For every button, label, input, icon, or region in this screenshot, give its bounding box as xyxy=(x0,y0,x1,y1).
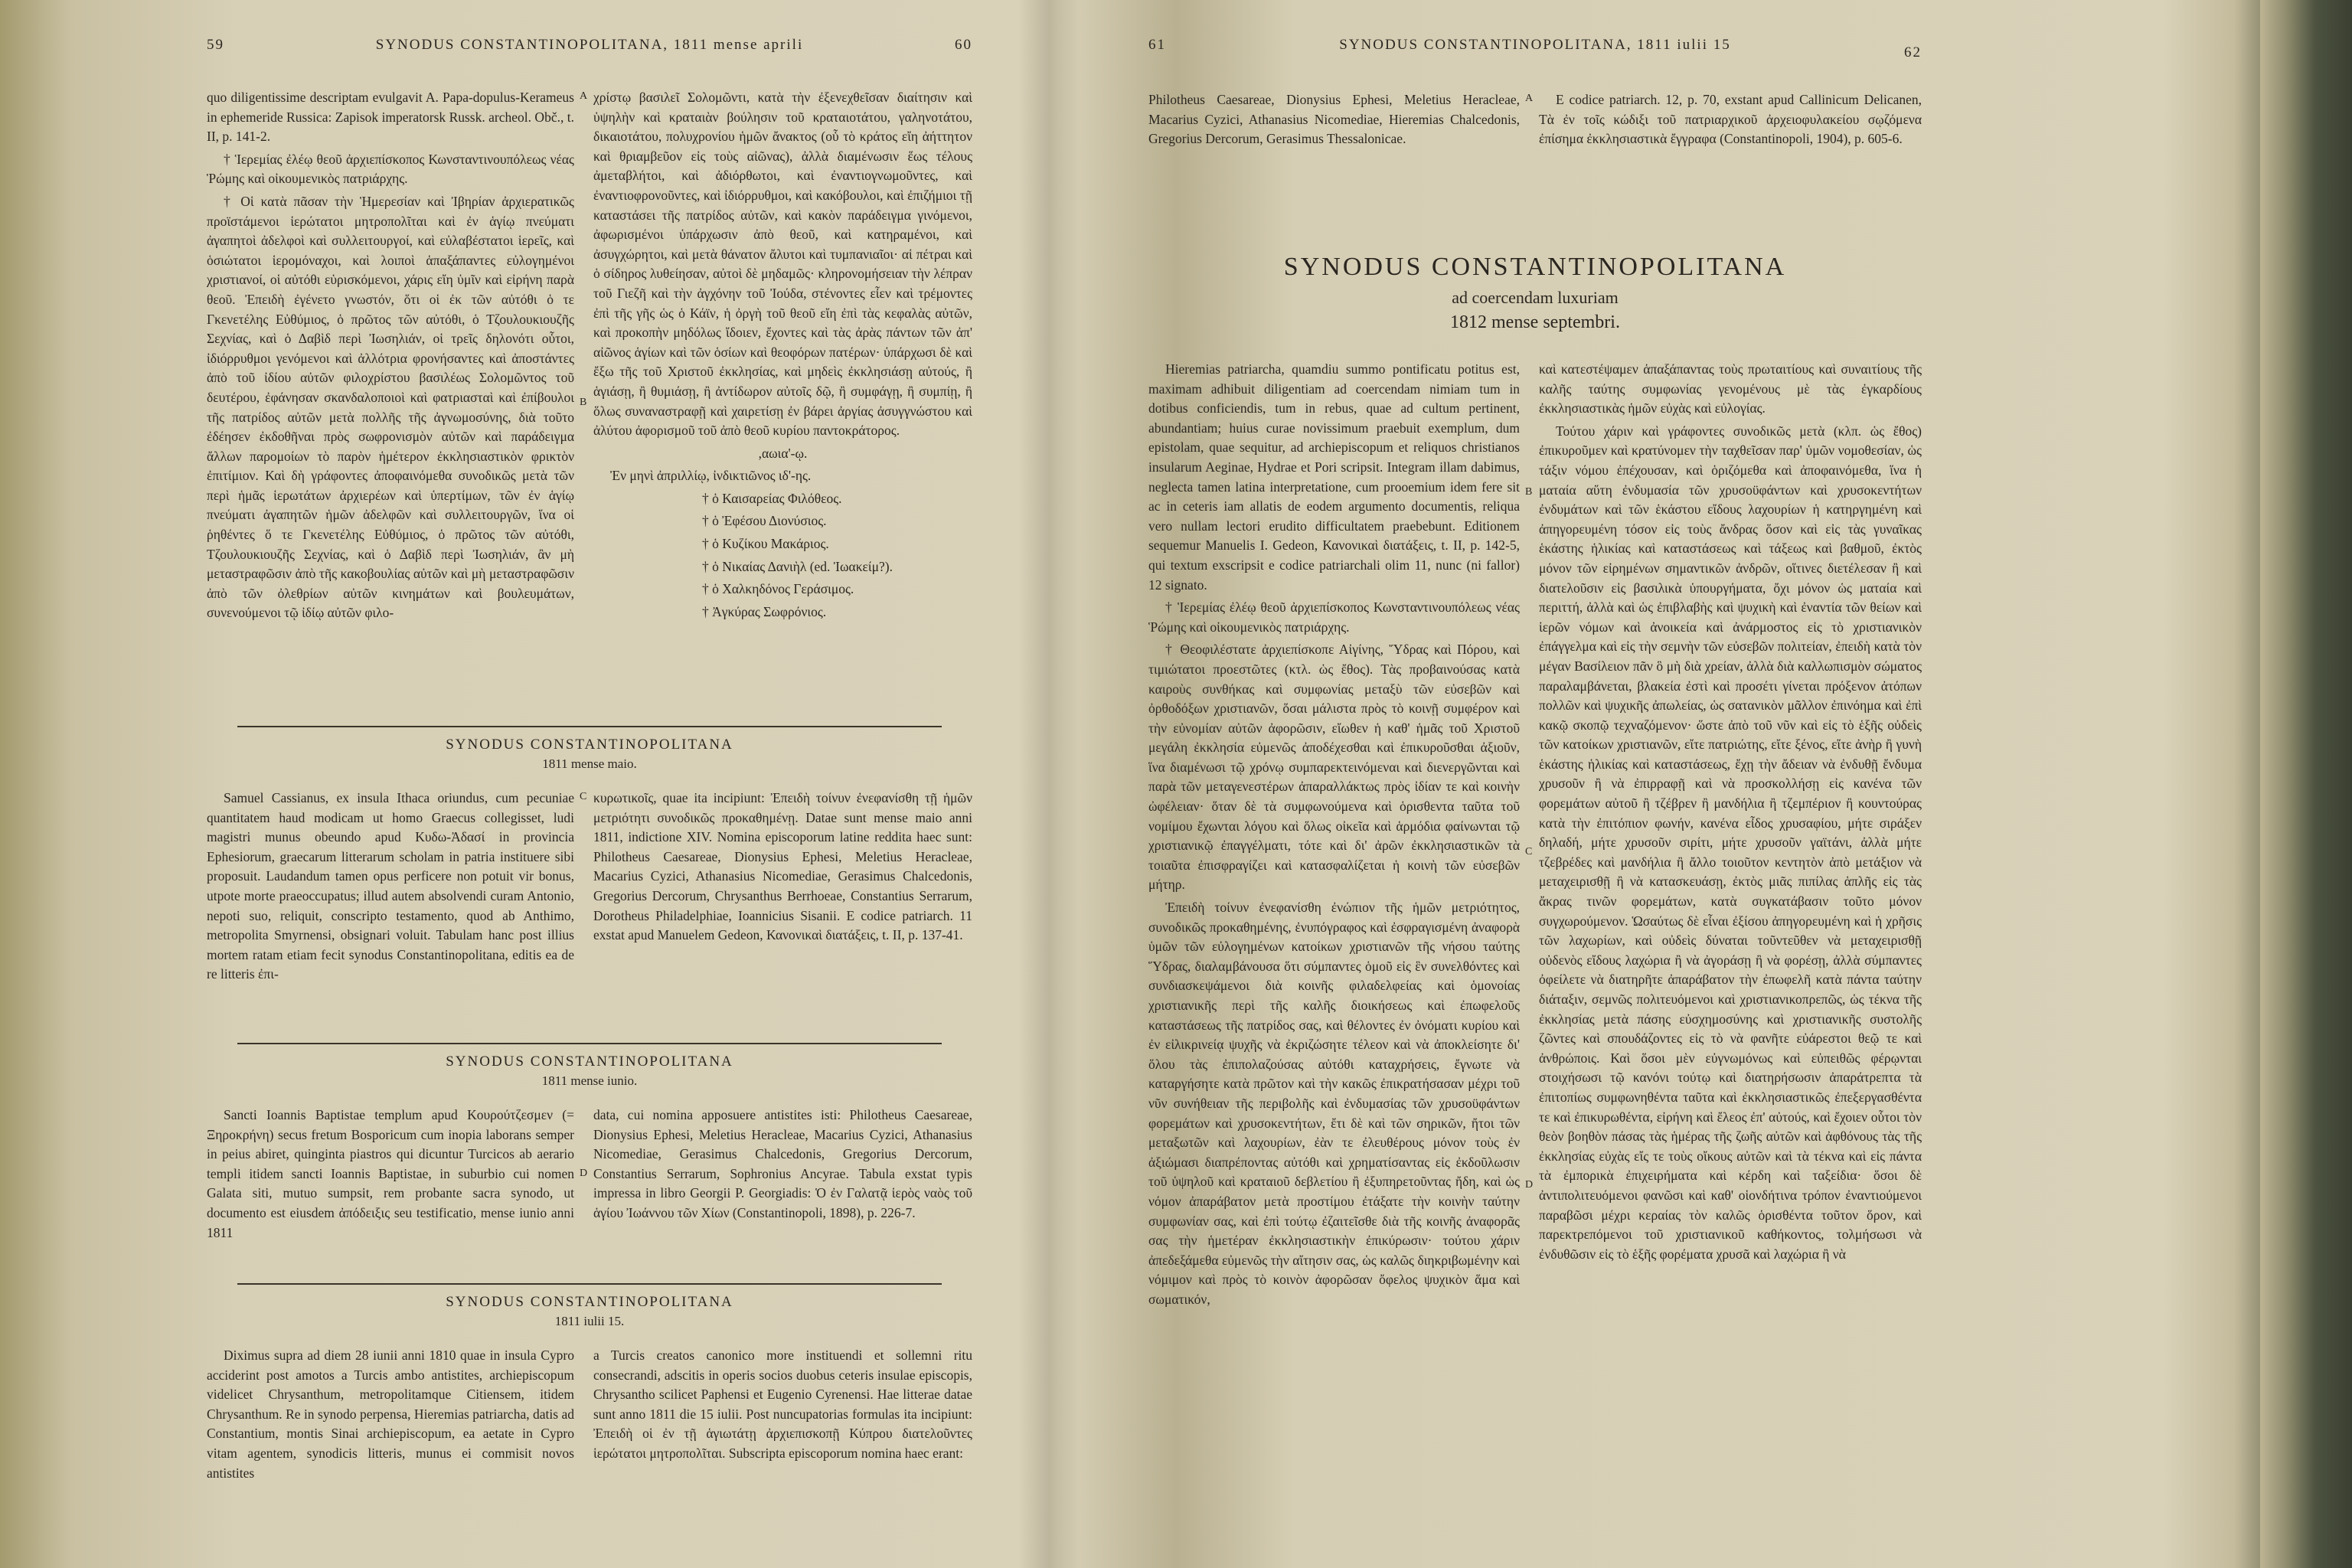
section-divider xyxy=(237,726,942,727)
document-subtitle: ad coercendam luxuriam xyxy=(1452,288,1619,307)
page-number-59: 59 xyxy=(207,37,224,53)
paragraph: † Οἱ κατὰ πᾶσαν τὴν Ἡμερεσίαν καὶ Ἰβηρίαν ἀρχιερατικῶς προϊστάμενοι ἱερώτατοι μητροπολῖται καὶ ἐν ἁγίῳ πνεύματι ἀγαπητοὶ ἀδελφοὶ καὶ συλλειτουργοί, καὶ εὐλαβέστατοι ἱερεῖς, καὶ ὁσιώτατοι ἱερομόναχοι, καὶ λοιποὶ ἁπαξάπαντες εὐλογημένοι χριστιανοί, οἱ αὐτόθι εὑρισκόμενοι, χάρις εἴη ὑμῖν καὶ εἰρήνη παρὰ θεοῦ. Ἐπειδὴ ἐγένετο γνωστόν, ὅτι οἱ ἐκ τῶν αὐτόθι ὁ τε Γκενετέλης Εὐθύμιος, ὁ πρῶτος τῶν αὐτόθι, ὁ Τζουλουκιουζῆς Σεχνίας, καὶ ὁ Δαβὶδ περὶ Ἰωσηλιάν, οἱ τρεῖς δηλονότι οὗτοι, ἰδιόρρυθμοι γενόμενοι καὶ ἀλλότρια φρονήσαντες καὶ ἀποστάντες ἀπὸ τοῦ ἰδίου αὐτῶν φιλοχρίστου βασιλέως Σολομῶντος τοῦ δευτέρου, ἐφάνησαν σκανδαλοποιοὶ καὶ φατριασταὶ καὶ ἐπίβουλοι τῆς πατρίδος αὐτῶν μετὰ πολλῆς τῆς ἀγνωμοσύνης, διὰ τοῦτο ἐδέησεν ἐκδοθῆναι πρὸς σωφρονισμὸν αὐτῶν καὶ παράδειγμα ἄλλων παρομοίων τὸ παρὸν ἡμέτερον ἐκκλησιαστικὸν φρικτὸν ἐπιτίμιον. Καὶ δὴ γράφοντες ἀποφαινόμεθα συνοδικῶς μετὰ τῶν περὶ ἡμᾶς ἱερωτάτων ἀρχιερέων καὶ ὑπερτίμων, τῶν ἐν ἁγίῳ πνεύματι ἀγαπητῶν ἡμῶν ἀδελφῶν καὶ συλλειτουργῶν, ἵνα οἱ ῥηθέντες ὅ τε Γκενετέλης Εὐθύμιος, ὁ πρῶτος τῶν αὐτόθι, Τζουλουκιουζῆς Σεχνίας, καὶ ὁ Δαβὶδ περὶ Ἰωσηλιάν, ἂν μὴ μεταστραφῶσιν ἀπὸ τῆς κακοβουλίας αὐτῶν καὶ μὴ μεταστραφῶσιν ἀπὸ τῶν ὀλεθρίων αὐτῶν κινημάτων καὶ βουλευμάτων, συνενούμενοι τῷ ἰδίῳ αὐτῶν φιλο- xyxy=(207,193,574,621)
paragraph: data, cui nomina apposuere antistites isti: Philotheus Caesareae, Dionysius Ephesi, Meletius Heracleae, Macarius Cyzici, Athanasius Nicomediae, Gerasimus Chalcedonis, Gregorius Dercorum, Constantius Serrarum, Sophronius Ancyrae. Tabula exstat typis impressa in libro Georgii P. Georgiadis: Ὁ ἐν Γαλατᾷ ἱερὸς ναὸς τοῦ ἁγίου Ἰωάννου τῶν Χίων (Constantinopoli, 1898), p. 226-7. xyxy=(593,1107,972,1220)
section-divider xyxy=(237,1043,942,1044)
date-line: ,αωια'-ῳ. xyxy=(758,445,808,461)
paragraph: Philotheus Caesareae, Dionysius Ephesi, Meletius Heracleae, Macarius Cyzici, Athanasius Nicomediae, Hieremias Chalcedonis, Gregorius Dercorum, Gerasimus Thessalonicae. xyxy=(1148,92,1520,147)
margin-letter-b: B xyxy=(580,397,587,408)
section-divider xyxy=(237,1283,942,1285)
paragraph: Diximus supra ad diem 28 iunii anni 1810 quae in insula Cypro acciderint post amotos a Turcis ambo antistites, archiepiscopum videlicet Chrysanthum, metropolitamque Citiensem, itidem Chrysanthum. Re in synodo perpensa, Hieremias patriarcha, datis ad Constantium, montis Sinai archiepiscopum, ea aetate in Cypro vitam agentem, synodicis litteris, munus ei commisit novos antistites xyxy=(207,1348,574,1481)
section-heading xyxy=(207,1294,972,1329)
section-title: SYNODUS CONSTANTINOPOLITANA xyxy=(446,1294,733,1310)
section-body-left xyxy=(207,1106,574,1274)
section-body-left xyxy=(207,1346,574,1507)
margin-letter-c: C xyxy=(1525,846,1533,858)
right-col-b xyxy=(1539,360,1922,1508)
left-col-b xyxy=(593,88,972,716)
paragraph: Ἐπειδὴ τοίνυν ἐνεφανίσθη ἐνώπιον τῆς ἡμῶν μετριότητος, συνοδικῶς προκαθημένης, ἐνυπόγραφος καὶ ἐσφραγισμένη ἀναφορὰ ὑμῶν τῶν εὐλογημένων κατοίκων χριστιανῶν τῆς νήσου ταύτης Ὕδρας, διαλαμβάνουσα ὅτι σύμπαντες ὁμοῦ εἰς ἓν συνελθόντες καὶ συνδιασκεψάμενοι διὰ κοινῆς φιλαδελφείας καὶ ὁμονοίας χριστιανικῆς περὶ τῆς καλῆς διοικήσεως καὶ ἐπωφελοῦς καταστάσεως τῆς πατρίδος σας, καὶ θέλοντες ἐν ὀνόματι κυρίου καὶ ἐν εἰλικρινείᾳ ψυχῆς νὰ ἐκριζώσητε τέλεον καὶ νὰ ἀποκλείσητε δι' ὅλου τὰς ἐπιπολαζούσας αὐτόθι καταχρήσεις, ἔγνωτε νὰ καταργήσητε κατὰ πρῶτον καὶ τὴν κακῶς ἐπικρατήσασαν μέχρι τοῦ νῦν συνήθειαν τῆς περιβολῆς καὶ ἐνδυμασίας τῶν χρυσοϋφάντων φορεμάτων καὶ χρυσοκεντήτων, ἔτι δὲ καὶ τῶν σηρικῶν, ἤτοι τῶν μεταξωτῶν καὶ λαχουρίων, ἐὰν τε ἐλευθέρους μόνον τοὺς ἐν ἀξιώμασι διαπρέποντας αὐτόθι καὶ χρηματίσαντας εἰς ἐκδοῦλωσιν τοῦ ὑψηλοῦ καὶ κραταιοῦ δεβλετίου ἢ ἐξυπηρετοῦντας ἤδη, καὶ ὡς νόμον ἀπαράβατον μετὰ προστίμου ἐτάξατε τὴν κοινὴν ταύτην συμφωνίαν σας, καὶ ἐπὶ τούτῳ ἐζαιτεῖσθε διὰ τῆς κοινῆς ἀναφορᾶς σας τὴν ἡμετέραν ἐκκλησιαστικὴν ἐπικύρωσιν· τούτου χάριν ἀπεδεξάμεθα εὐμενῶς τὴν αἴτησιν σας, ὡς καλῶς διηκριβωμένην καὶ νόμιμον καὶ πρὸς τὸ κοινὸν ἀφορῶσαν ὄφελος ψυχικὸν ἅμα καὶ σωματικόν, xyxy=(1148,900,1520,1307)
section-title: SYNODUS CONSTANTINOPOLITANA xyxy=(446,737,733,753)
left-header-title: SYNODUS CONSTANTINOPOLITANA, 1811 mense aprili xyxy=(375,37,804,53)
paragraph: κυρωτικοῖς, quae ita incipiunt: Ἐπειδὴ τοίνυν ἐνεφανίσθη τῇ ἡμῶν μετριότητι συνοδικῶς προκαθημένῃ. Datae sunt mense maio anni 1811, indictione XIV. Nomina episcoporum latine reddita haec sunt: Philotheus Caesareae, Dionysius Ephesi, Meletius Heracleae, Macarius Cyzici, Athanasius Nicomediae, Gerasimus Chalcedonis, Gregorius Dercorum, Chrysanthus Berrhoeae, Constantius Serrarum, Dorotheus Philadelphiae, Ioannicius Sisanii. E codice patriarch. 11 exstat apud Manuelem Gedeon, Κανονικαὶ διατάξεις, t. II, p. 137-41. xyxy=(593,790,972,943)
paragraph: † Ἱερεμίας ἐλέῳ θεοῦ ἀρχιεπίσκοπος Κωνσταντινουπόλεως νέας Ῥώμης καὶ οἰκουμενικὸς πατριάρχης. xyxy=(207,151,574,187)
signature-line: † Ἀγκύρας Σωφρόνιος. xyxy=(702,603,827,619)
paragraph: καὶ κατεστέψαμεν ἁπαξάπαντας τοὺς πρωταιτίους καὶ συναιτίους τῆς καλῆς ταύτης συμφωνίας γενομένους μὲ τὰς ἐγκαρδίους ἐκκλησιαστικὰς ἡμῶν εὐχὰς καὶ εὐλογίας. xyxy=(1539,361,1922,416)
page-number-60: 60 xyxy=(955,37,972,53)
margin-letter-a: A xyxy=(580,90,588,102)
paragraph: quo diligentissime descriptam evulgavit A. Papa-dopulus-Kerameus in ephemeride Russica: Zapisok imperatorsk Russk. archeol. Obč., t. II, p. 141-2. xyxy=(207,90,574,145)
left-page xyxy=(207,31,972,1531)
signature-line: † ὁ Καισαρείας Φιλόθεος. xyxy=(702,490,842,506)
margin-letter-d: D xyxy=(580,1168,588,1179)
section-date: 1811 mense iunio. xyxy=(541,1073,638,1088)
paragraph: Samuel Cassianus, ex insula Ithaca oriundus, cum pecuniae quantitatem haud modicam ut homo Graecus collegisset, ludi magistri munus obeundo apud Κυδω-Ἀδασί in provincia Ephesiorum, graecarum litterarum scholam in patria instituere sibi proposuit. Laudandum tamen opus perficere non potuit vir bonus, utpote morte praeoccupatus; illud autem absolvendi curam Antonio, nepoti suo, reliquit, conscripto testamento, quod ab Anthimo, metropolita Smyrnensi, obsignari voluit. Tabulam hanc post illius mortem ratam etiam fecit synodus Constantinopolitana, editis ea de re litteris ἐπι- xyxy=(207,790,574,982)
page-number-61: 61 xyxy=(1148,37,1166,53)
margin-letter-b: B xyxy=(1525,486,1533,498)
section-title: SYNODUS CONSTANTINOPOLITANA xyxy=(446,1054,733,1070)
date-line: Ἐν μηνὶ ἀπριλλίῳ, ἰνδικτιῶνος ιδ'-ης. xyxy=(610,468,812,484)
right-top-col-b xyxy=(1539,90,1922,205)
signature-line: † ὁ Κυζίκου Μακάριος. xyxy=(702,536,829,552)
paragraph: Τούτου χάριν καὶ γράφοντες συνοδικῶς μετὰ (κλπ. ὡς ἔθος) ἐπικυροῦμεν καὶ κρατύνομεν τὴν ταχθεῖσαν παρ' ὑμῶν νομοθεσίαν, ὡς τάξιν νόμου ἐπέχουσαν, καὶ ὁριζόμεθα καὶ ἀποφαινόμεθα, ἵνα ἡ ματαία αὕτη ἐνδυμασία τῶν χρυσοϋφάντων καὶ χρυσοκεντήτων ἐνδυμάτων καὶ τῶν ἑκάστου εἴδους λαχουρίων ἡ κατηργημένη καὶ ἀπηγορευμένη τόσον εἰς τοὺς ἄνδρας ὅσον καὶ εἰς τὰς γυναῖκας ἑκάστης ἡλικίας καὶ καταστάσεως καὶ τάξεως καὶ βαθμοῦ, ἐκτὸς μόνον τῶν εἰρημένων σημαντικῶν ἀνδρῶν, οἵτινες διετέλεσαν ἢ καὶ διατελοῦσιν εἰς βασιλικὰ ὑπουργήματα, ὄχι μόνον ὡς ματαία καὶ περιττή, ἀλλὰ καὶ ὡς ἐπιβλαβὴς καὶ ψυχικὴ καὶ ἐναντία τῶν θείων καὶ ἱερῶν νόμων καὶ ἀνοικεία καὶ ἀνάρμοστος εἰς τὸ χριστιανικὸν ἐπάγγελμα καὶ εἰς τὴν σεμνὴν τῶν εὐσεβῶν πολιτείαν, ἐπειδὴ κατὰ τὸν μέγαν Βασίλειον πᾶν ὃ μὴ διὰ χρείαν, ἀλλὰ διὰ καλλωπισμὸν σώματος παραλαμβάνεται, βλακεία ἐστὶ καὶ προσέτι γίνεται πρόξενον ἀτόπων πολλῶν καὶ ψυχικῆς ἀπωλείας, ὡς σατανικὸν μᾶλλον ἐπινόημα καὶ ἐπὶ κακῷ σκοπῷ τεχναζόμενον· ὥστε ἀπὸ τοῦ νῦν καὶ εἰς τὸ ἑξῆς οὐδεὶς τῶν κατοίκων χριστιανῶν, εἴτε πατριώτης, εἴτε ξένος, εἴτε ἀνὴρ ἢ γυνὴ ἑκάστης ἡλικίας καὶ καταστάσεως, ἔχῃ τὴν ἄδειαν νὰ ἐνδυθῇ ἔνδυμα χρυσοῦν ἢ νὰ ἐπιρραφῇ καὶ νὰ προσκολλήσῃ εἰς κανένα τῶν φορεμάτων αὐτοῦ ἢ τζέβρεν ἢ μανδήλια ἢ τζεμπέριον ἢ κουντούρας κατὰ τὴν ἐπιτόπιον φωνήν, κανένα εἶδος χρυσαφίου, μήτε σιράξεν δηλαδή, μήτε χρυσοῦν σιρίτι, μήτε χρυσοῦν γαϊτάνι, ἀλλὰ μήτε τζεβρέδες καὶ μανδήλια ἢ ἄλλο τοιοῦτον κεντητὸν ἀπὸ μετάξιον νὰ μεταχειρισθῇ ἢ νὰ κατασκευάσῃ, ἐκτὸς μιᾶς πιπίλας ἁπλῆς εἰς τὰς ἄκρας τινῶν φορεμάτων, κατὰ συγκατάβασιν τοῦτο μόνον συγχωρούμενον. Ὡσαύτως δὲ εἶναι ἐξίσου ἀπηγορευμένη καὶ ἡ χρῆσις τῶν λαχωρίων, καὶ οὐδεὶς δύναται τοῦντεῦθεν νὰ μεταχειρισθῇ οὐδενὸς εἴδους λαχώρια ἢ νὰ ἀγοράσῃ ἢ νὰ φορέσῃ, ἀλλὰ σύμπαντες ὀφείλετε νὰ διατηρῆτε ἀπαράβατον τὴν ἐπωφελῆ κατὰ πάντα ταύτην διάταξιν, σεμνῶς πολιτευόμενοι καὶ χριστιανικοπρεπῶς, ὡς τέκνα τῆς ἐκκλησίας μετὰ πάσης εὐσχημοσύνης καὶ χριστιανικῆς συστολῆς ζῶντες καὶ σπουδάζοντες εἰς τὸ νὰ φανῆτε εὐάρεστοι θεῷ τε καὶ ἀνθρώποις. Καὶ ὅσοι μὲν εὐγνωμόνως καὶ εὐπειθῶς φέρῳνται στοιχήσωσι τῷ κανόνι τούτῳ καὶ διατηρήσωσιν ἀπαράτρεπτα τὰ ἐπιτοπίως συμφωνηθέντα ταῦτα καὶ ἐκκλησιαστικῶς ἐπεξεργασθέντα τε καὶ ἐπικυρωθέντα, εἰρήνη καὶ ἔλεος ἐπ' αὐτούς, καὶ ἔχοιεν οὗτοι τὸν θεὸν βοηθὸν πάσας τὰς ἡμέρας τῆς ζωῆς αὐτῶν καὶ ἀφθόνους τὰς τῆς ἐκκλησίας εὐχὰς εἴς τε τοὺς οἴκους αὐτῶν καὶ τὰ τέκνα καὶ εἰς πάντα τὰ ἐμπορικὰ ἐπιχειρήματα καὶ κέρδη καὶ ταξείδια· ὅσοι δὲ ἀντιπολιτευόμενοι φανῶσι καὶ καθ' οἱονδήτινα τρόπον ἐναντιούμενοι παραβῶσι μέχρι κεραίας τὸν καλῶς ὁρισθέντα τοῦτον ὅρον, καὶ παρεκτρεπόμενοι τοῦ χριστιανικοῦ καθήκοντος, τολμήσωσι νὰ ἐνδυθῶσιν εἰς τὸ ἑξῆς φορέματα χρυσᾶ καὶ λαχώρια ἢ νὰ xyxy=(1539,423,1922,1262)
section-body-right xyxy=(593,789,972,1034)
section-heading xyxy=(207,1054,972,1089)
margin-letter-c: C xyxy=(580,791,587,802)
book-gutter xyxy=(1018,0,1080,1568)
book-edge xyxy=(2260,0,2352,1568)
section-body-right xyxy=(593,1106,972,1274)
document-date: 1812 mense septembri. xyxy=(1450,312,1620,332)
right-header-title: SYNODUS CONSTANTINOPOLITANA, 1811 iulii 15 xyxy=(1339,37,1731,53)
paragraph: E codice patriarch. 12, p. 70, exstant apud Callinicum Delicanen, Τὰ ἐν τοῖς κώδιξι τοῦ πατριαρχικοῦ ἀρχειοφυλακείου σῳζόμενα ἐπίσημα ἐκκλησιαστικὰ ἔγγραφα (Constantinopoli, 1904), p. 605-6. xyxy=(1539,92,1922,147)
right-col-a xyxy=(1148,360,1520,1508)
margin-letter-d: D xyxy=(1525,1179,1534,1191)
paragraph: Hieremias patriarcha, quamdiu summo pontificatu potitus est, maximam adhibuit diligentiam ad coercendam nimiam tum in dotibus conficiendis, tum in rebus, quae ad cultum pertinent, abundantiam; huius curae novissimum praebuit exemplum, dum epistolam, quae sequitur, ad archiepiscopum et reliquos christianos insularum Aeginae, Hydrae et Pori scripsit. Integram illam dabimus, neglecta tamen latina interpretatione, cum prooemium idem fere sit ac in ceteris iam allatis de eodem argumento documentis, reliqua vero nullam lectori erudito difficultatem praebebunt. Editionem sequemur Manuelis I. Gedeon, Κανονικαὶ διατάξεις, t. II, p. 142-5, qui textum exscripsit e codice patriarchali olim 11, nunc (ni fallor) 12 signato. xyxy=(1148,361,1520,593)
section-heading xyxy=(207,737,972,772)
right-page xyxy=(1148,31,1922,1531)
page-number-62: 62 xyxy=(1904,44,1922,60)
section-date: 1811 mense maio. xyxy=(542,756,637,771)
signature-line: † ὁ Ἐφέσου Διονύσιος. xyxy=(702,513,827,529)
right-top-col-a xyxy=(1148,90,1520,205)
paragraph: † Ἱερεμίας ἐλέῳ θεοῦ ἀρχιεπίσκοπος Κωνσταντινουπόλεως νέας Ῥώμης καὶ οἰκουμενικὸς πατριάρχης. xyxy=(1148,599,1520,635)
left-col-a xyxy=(207,88,574,716)
left-running-head xyxy=(207,31,972,61)
section-date: 1811 iulii 15. xyxy=(554,1314,625,1328)
document-title: SYNODUS CONSTANTINOPOLITANA xyxy=(1283,253,1787,281)
paragraph: † Θεοφιλέστατε ἀρχιεπίσκοπε Αἰγίνης, Ὕδρας καὶ Πόρου, καὶ τιμιώτατοι προεστῶτες (κτλ. ὡς ἔθος). Τὰς προβαινούσας κατὰ καιροὺς συνθήκας καὶ συμφωνίας μεταξὺ τῶν εὐσεβῶν καὶ ὀρθοδόξων χριστιανῶν, ὅσαι μάλιστα πρὸς τὸ κοινῇ συμφέρον καὶ τὴν εὐνομίαν αὐτῶν ἀφορῶσιν, εἴωθεν ἡ καθ' ἡμᾶς τοῦ Χριστοῦ μεγάλη ἐκκλησία εὐμενῶς ἀποδέχεσθαι καὶ ἐπικυροῦσθαι ἀξιοῦν, ἵνα διαμένωσι τῷ χρόνῳ συμπαρεκτεινόμεναι καὶ διενεργῶνται καὶ παρὰ τῶν μεταγενεστέρων ἀπαραλλάκτως πρὸς ἰδίαν τε καὶ κοινὴν ὠφέλειαν· ὅταν δὲ τὰ συμφωνούμενα καὶ ὁρισθεντα ταῦτα τοῦ νομίμου ἔχωνται λόγου καὶ ὅλως οἰκεῖα καὶ ἁρμόδια φαίνωνται τῷ χριστιανικῷ ἐπαγγέλματι, τότε καὶ δι' ἀρῶν ἐκκλησιαστικῶν τὰ τοιαῦτα ἐπισφραγίζει καὶ κατασφαλίζεται ἡ κοινὴ τῶν εὐσεβῶν μήτηρ. xyxy=(1148,642,1520,893)
paragraph: a Turcis creatos canonico more instituendi et sollemni ritu consecrandi, adscitis in operis socios duobus ceteris insulae episcopis, Chrysantho scilicet Paphensi et Eugenio Cyrenensi. Hae litterae datae sunt anno 1811 die 15 iulii. Post nuncupatorias formulas ita incipiunt: Ἐπειδὴ οἱ ἐν τῇ ἁγιωτάτῃ ἀρχιεπισκοπῇ Κύπρου διατελοῦντες ἱερώτατοι μητροπολῖται. Subscripta episcoporum nomina haec erant: xyxy=(593,1348,972,1461)
signature-line: † ὁ Χαλκηδόνος Γεράσιμος. xyxy=(702,581,854,597)
paragraph: Sancti Ioannis Baptistae templum apud Κουρούτζεσμεν (= Ξηροκρήνη) secus fretum Bosporicum cum inopia laborans semper in peius abiret, quinginta piastros qui dicuntur Turcicos ab aerario templi itidem sancti Ioannis Baptistae, in suburbio cui nomen Galata siti, mutuo sumpsit, rem probante sacra synodo, ut documento est eiusdem ἀπόδειξις seu testificatio, mense iunio anni 1811 xyxy=(207,1107,574,1240)
signature-line: † ὁ Νικαίας Δανιὴλ (ed. Ἰωακείμ?). xyxy=(702,558,893,574)
section-body-right xyxy=(593,1346,972,1507)
margin-letter-a: A xyxy=(1525,93,1534,104)
paragraph: χρίστῳ βασιλεῖ Σολομῶντι, κατὰ τὴν ἐξενεχθεῖσαν διαίτησιν καὶ ὑψηλὴν καὶ κραταιὰν βούλησιν τοῦ κραταιοτάτου, γαληνοτάτου, δικαιοτάτου, πολυχρονίου ἡμῶν ἄνακτος (οὗ τὸ κράτος εἴη ἀήττητον καὶ θριαμβεῦον εἰς τοὺς αἰῶνας), ἀλλὰ διαμένωσιν ἕως τέλους ἀμεταβλήτοι, καὶ ἀδιόρθωτοι, καὶ ἐναντιογνωμοῦντες, καὶ ἐναντιοφρονοῦντες, καὶ ἰδιόρρυθμοι, καὶ κακόβουλοι, καὶ ἐπιζήμιοι τῇ καταστάσει τῆς πατρίδος αὐτῶν, καὶ κακὸν παράδειγμα γινόμενοι, ἀφωρισμένοι ὑπάρχωσιν ἀπὸ θεοῦ, καὶ κατηραμένοι, καὶ ἀσυγχώρητοι, καὶ μετὰ θάνατον ἄλυτοι καὶ τυμπανιαῖοι· αἱ πέτραι καὶ ὁ σίδηρος λυθείησαν, αὐτοὶ δὲ μηδαμῶς· κληρονομήσειαν τὴν λέπραν τοῦ Γιεζῆ καὶ τὴν ἀγχόνην τοῦ Ἰούδα, στένοντες εἶεν καὶ τρέμοντες ἐπὶ τῆς γῆς ὡς ὁ Κάϊν, ἡ ὀργὴ τοῦ θεοῦ εἴη ἐπὶ τὰς κεφαλὰς αὐτῶν, καὶ προκοπὴν μηδόλως ἴδοιεν, ἔχοντες καὶ τὰς ἀρὰς πάντων τῶν ἀπ' αἰῶνος ἁγίων καὶ τῶν ὁσίων καὶ θεοφόρων πατέρων· ὑπάρχωσι δὲ καὶ ἔξω τῆς τοῦ Χριστοῦ ἐκκλησίας, καὶ μηδεὶς ἐκκλησιάσῃ αὐτούς, ἢ ἁγιάσῃ, ἢ θυμιάσῃ, ἢ ἀντίδωρον αὐτοῖς δῷ, ἢ συμφάγῃ, ἢ συμπίῃ, ἢ ὅλως συναναστραφῇ καὶ χαιρετίσῃ ἐν βάρει ἀργίας ἀσυγγνώστου καὶ ἀλύτου ἀφορισμοῦ τοῦ ἀπὸ θεοῦ κυρίου παντοκράτορος. xyxy=(593,90,972,439)
right-running-head xyxy=(1148,31,1922,61)
section-body-left xyxy=(207,789,574,1034)
document-title-block xyxy=(1148,253,1922,333)
